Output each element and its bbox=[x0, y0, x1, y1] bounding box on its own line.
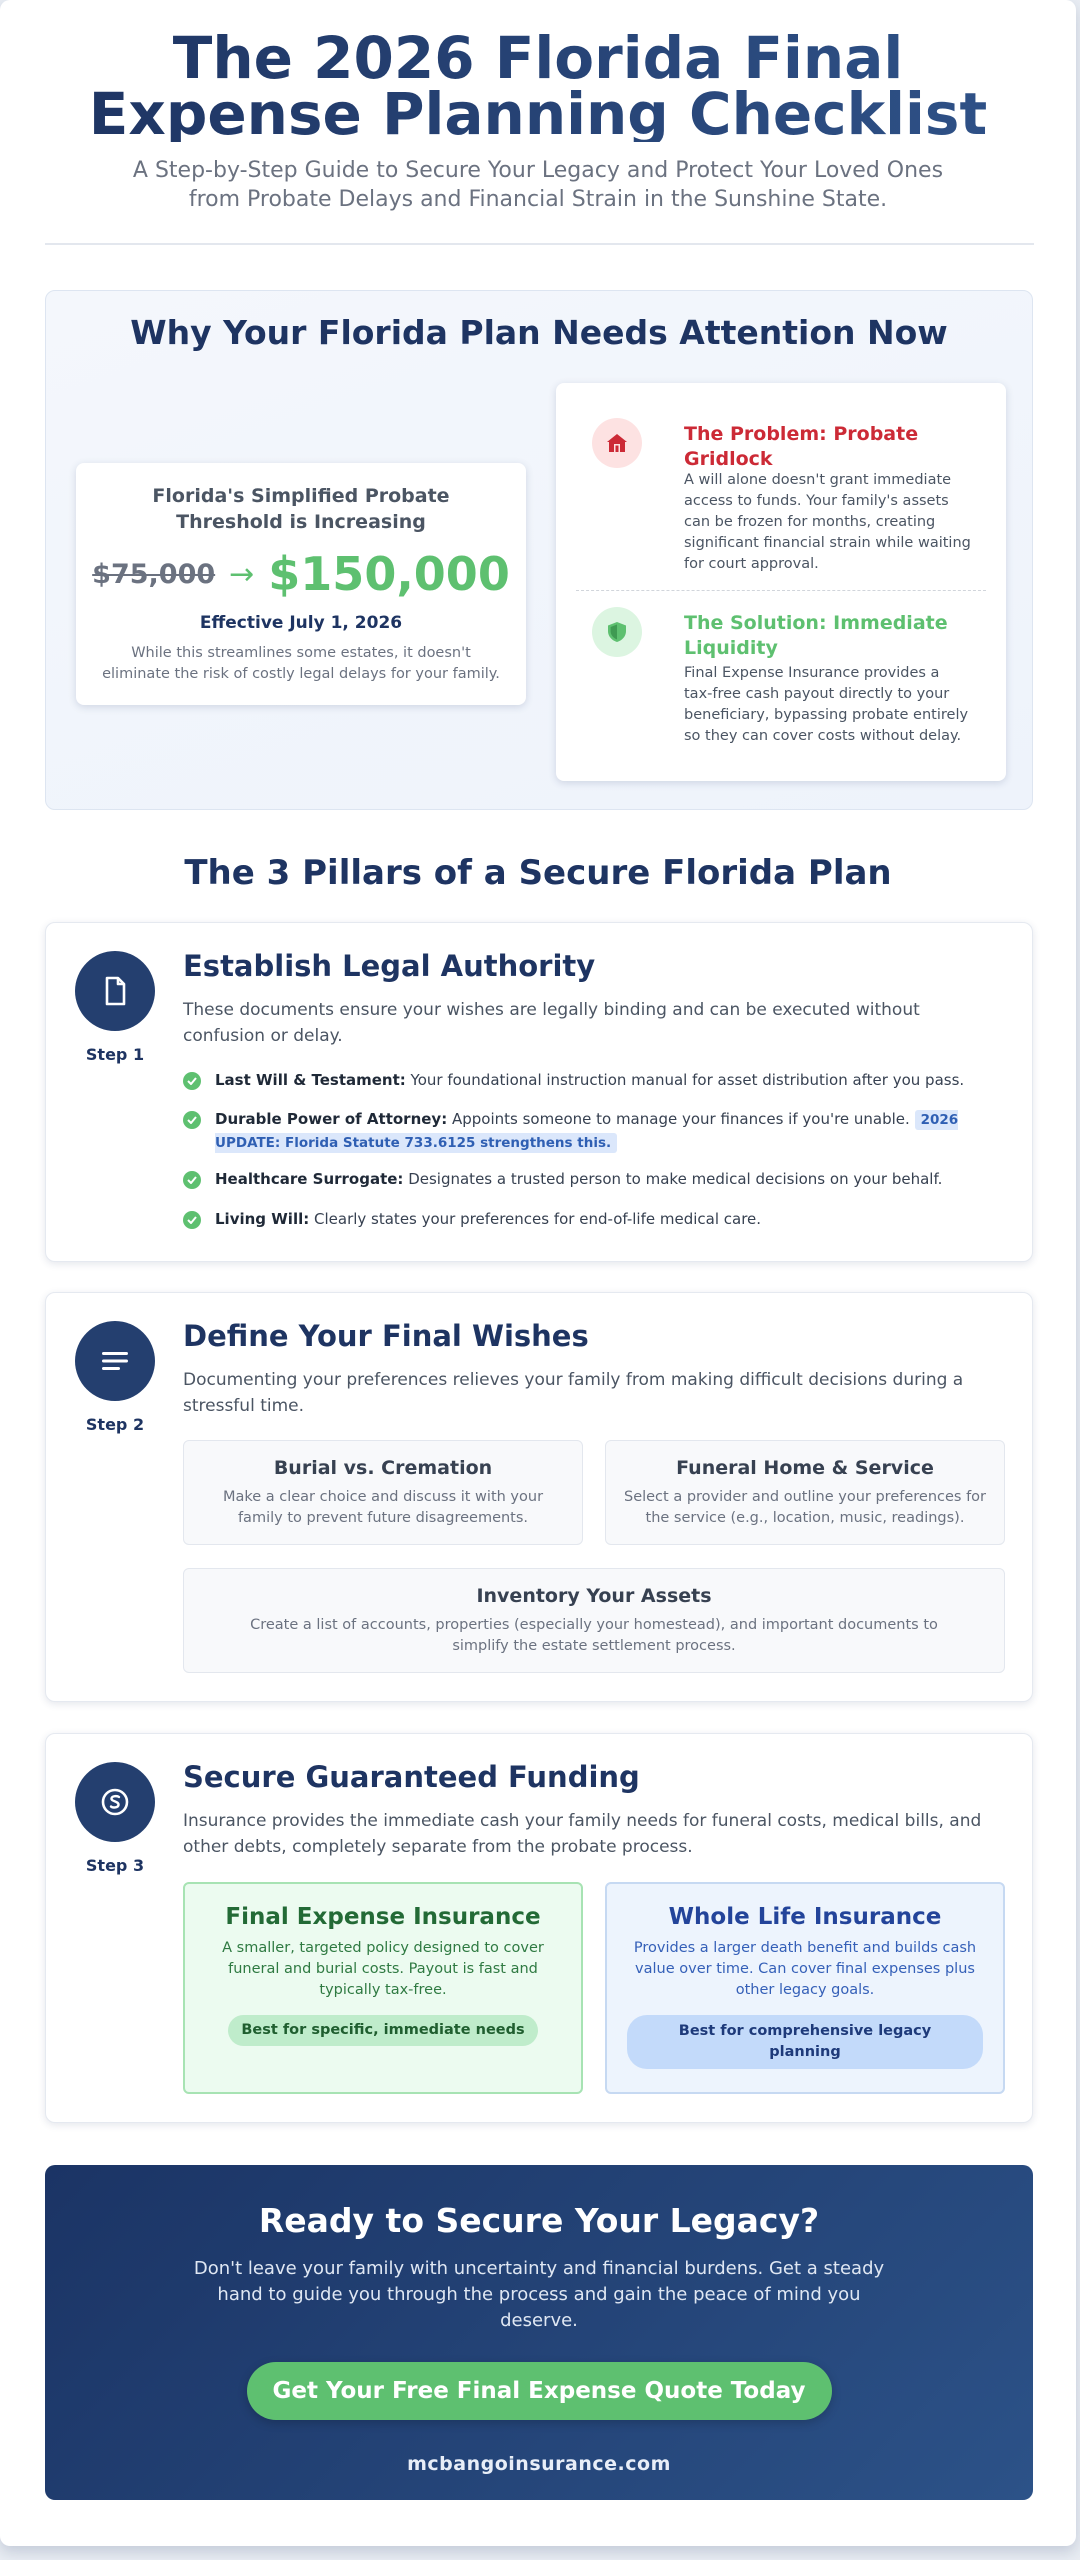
solution-text: Final Expense Insurance provides a tax-free cash payout directly to your beneficiary, bypassing probate entirely so they can cover costs without delay. bbox=[684, 665, 969, 744]
funeral-box bbox=[605, 1440, 1005, 1545]
whole-life-text: Provides a larger death benefit and builds cash value over time. Can cover final expenses plus other legacy goals. bbox=[633, 1940, 977, 1998]
threshold-note: While this streamlines some estates, it doesn't eliminate the risk of costly legal delays for your family. bbox=[102, 645, 500, 682]
item-name: Healthcare Surrogate: bbox=[215, 1170, 404, 1188]
item-name: Last Will & Testament: bbox=[215, 1071, 406, 1089]
threshold-amounts bbox=[76, 547, 526, 601]
step2-title: Define Your Final Wishes bbox=[183, 1319, 589, 1353]
item-text: Designates a trusted person to make medical decisions on your behalf. bbox=[403, 1170, 943, 1188]
house-icon bbox=[592, 418, 642, 468]
website-link[interactable]: mcbangoinsurance.com bbox=[407, 2453, 671, 2475]
step1-card bbox=[45, 922, 1033, 1262]
page-title: The 2026 Florida Final Expense Planning Checklist bbox=[38, 30, 1038, 142]
why-title: Why Your Florida Plan Needs Attention Now bbox=[130, 313, 948, 352]
item-name: Durable Power of Attorney: bbox=[215, 1110, 448, 1128]
cta-text: Don't leave your family with uncertainty and financial burdens. Get a steady hand to guide you through the process and gain the peace of mind you deserve. bbox=[193, 2258, 885, 2331]
whole-life-tag: Best for comprehensive legacy planning bbox=[627, 2015, 983, 2069]
threshold-title: Florida's Simplified Probate Threshold is Increasing bbox=[152, 485, 450, 533]
step3-title: Secure Guaranteed Funding bbox=[183, 1760, 640, 1794]
step3-desc: Insurance provides the immediate cash your family needs for funeral costs, medical bills, and other debts, completely separate from the probate process. bbox=[183, 1811, 982, 1857]
box-title: Burial vs. Cremation bbox=[273, 1457, 493, 1479]
step1-title: Establish Legal Authority bbox=[183, 949, 596, 983]
cta-title: Ready to Secure Your Legacy? bbox=[258, 2201, 820, 2240]
threshold-card bbox=[76, 463, 526, 705]
check-icon bbox=[183, 1211, 201, 1229]
dashed-divider bbox=[576, 590, 986, 591]
get-quote-button[interactable]: Get Your Free Final Expense Quote Today bbox=[247, 2362, 832, 2420]
check-icon bbox=[183, 1072, 201, 1090]
checklist-item bbox=[183, 1108, 1002, 1154]
update-badge: 2026 UPDATE: Florida Statute 733.6125 strengthens this. bbox=[215, 1112, 959, 1151]
effective-date: Effective July 1, 2026 bbox=[199, 613, 403, 633]
page-subtitle: A Step-by-Step Guide to Secure Your Legacy and Protect Your Loved Ones from Probate Delays and Financial Strain in the Sunshine State. bbox=[132, 158, 944, 212]
list-icon bbox=[75, 1321, 155, 1401]
divider bbox=[45, 243, 1034, 245]
why-section bbox=[45, 290, 1033, 810]
old-threshold: $75,000 bbox=[92, 558, 216, 590]
step1-label: Step 1 bbox=[85, 1045, 145, 1064]
arrow-icon: → bbox=[229, 556, 255, 592]
check-icon bbox=[183, 1171, 201, 1189]
cta-section bbox=[45, 2165, 1033, 2500]
checklist-item bbox=[183, 1208, 1002, 1230]
step3-card bbox=[45, 1733, 1033, 2123]
final-expense-title: Final Expense Insurance bbox=[225, 1904, 541, 1930]
step2-desc: Documenting your preferences relieves your family from making difficult decisions during a stressful time. bbox=[183, 1370, 964, 1416]
shield-icon bbox=[592, 607, 642, 657]
dollar-icon bbox=[75, 1762, 155, 1842]
problem-title: The Problem: Probate Gridlock bbox=[684, 423, 919, 470]
item-text: Your foundational instruction manual for asset distribution after you pass. bbox=[405, 1071, 965, 1089]
step1-desc: These documents ensure your wishes are legally binding and can be executed without confusion or delay. bbox=[183, 1000, 920, 1046]
item-text: Clearly states your preferences for end-of-life medical care. bbox=[309, 1210, 762, 1228]
problem-block bbox=[576, 418, 986, 588]
final-expense-card bbox=[183, 1882, 583, 2094]
checklist-item bbox=[183, 1069, 1002, 1091]
header bbox=[0, 0, 1076, 214]
burial-box bbox=[183, 1440, 583, 1545]
step2-label: Step 2 bbox=[85, 1415, 145, 1434]
whole-life-card bbox=[605, 1882, 1005, 2094]
problem-solution-card bbox=[556, 383, 1006, 781]
box-text: Select a provider and outline your preferences for the service (e.g., location, music, readings). bbox=[623, 1489, 987, 1526]
document-icon bbox=[75, 951, 155, 1031]
item-text: Appoints someone to manage your finances if you're unable. bbox=[447, 1110, 915, 1128]
solution-block bbox=[576, 607, 986, 767]
box-text: Create a list of accounts, properties (especially your homestead), and important documents to simplify the estate settlement process. bbox=[250, 1617, 938, 1654]
final-expense-tag: Best for specific, immediate needs bbox=[228, 2015, 538, 2046]
checklist-item bbox=[183, 1168, 1002, 1190]
whole-life-title: Whole Life Insurance bbox=[668, 1904, 942, 1930]
step3-label: Step 3 bbox=[85, 1856, 145, 1875]
pillars-title: The 3 Pillars of a Secure Florida Plan bbox=[184, 853, 892, 893]
item-name: Living Will: bbox=[215, 1210, 310, 1228]
solution-title: The Solution: Immediate Liquidity bbox=[684, 612, 948, 659]
box-text: Make a clear choice and discuss it with your family to prevent future disagreements. bbox=[222, 1489, 544, 1526]
inventory-box bbox=[183, 1568, 1005, 1673]
problem-text: A will alone doesn't grant immediate access to funds. Your family's assets can be frozen for months, creating significant financial strain while waiting for court approval. bbox=[684, 472, 971, 572]
box-title: Funeral Home & Service bbox=[676, 1457, 934, 1479]
final-expense-text: A smaller, targeted policy designed to cover funeral and burial costs. Payout is fast and typically tax-free. bbox=[222, 1940, 544, 1998]
box-title: Inventory Your Assets bbox=[476, 1585, 712, 1607]
check-icon bbox=[183, 1111, 201, 1129]
step2-card bbox=[45, 1292, 1033, 1702]
new-threshold: $150,000 bbox=[268, 547, 510, 601]
